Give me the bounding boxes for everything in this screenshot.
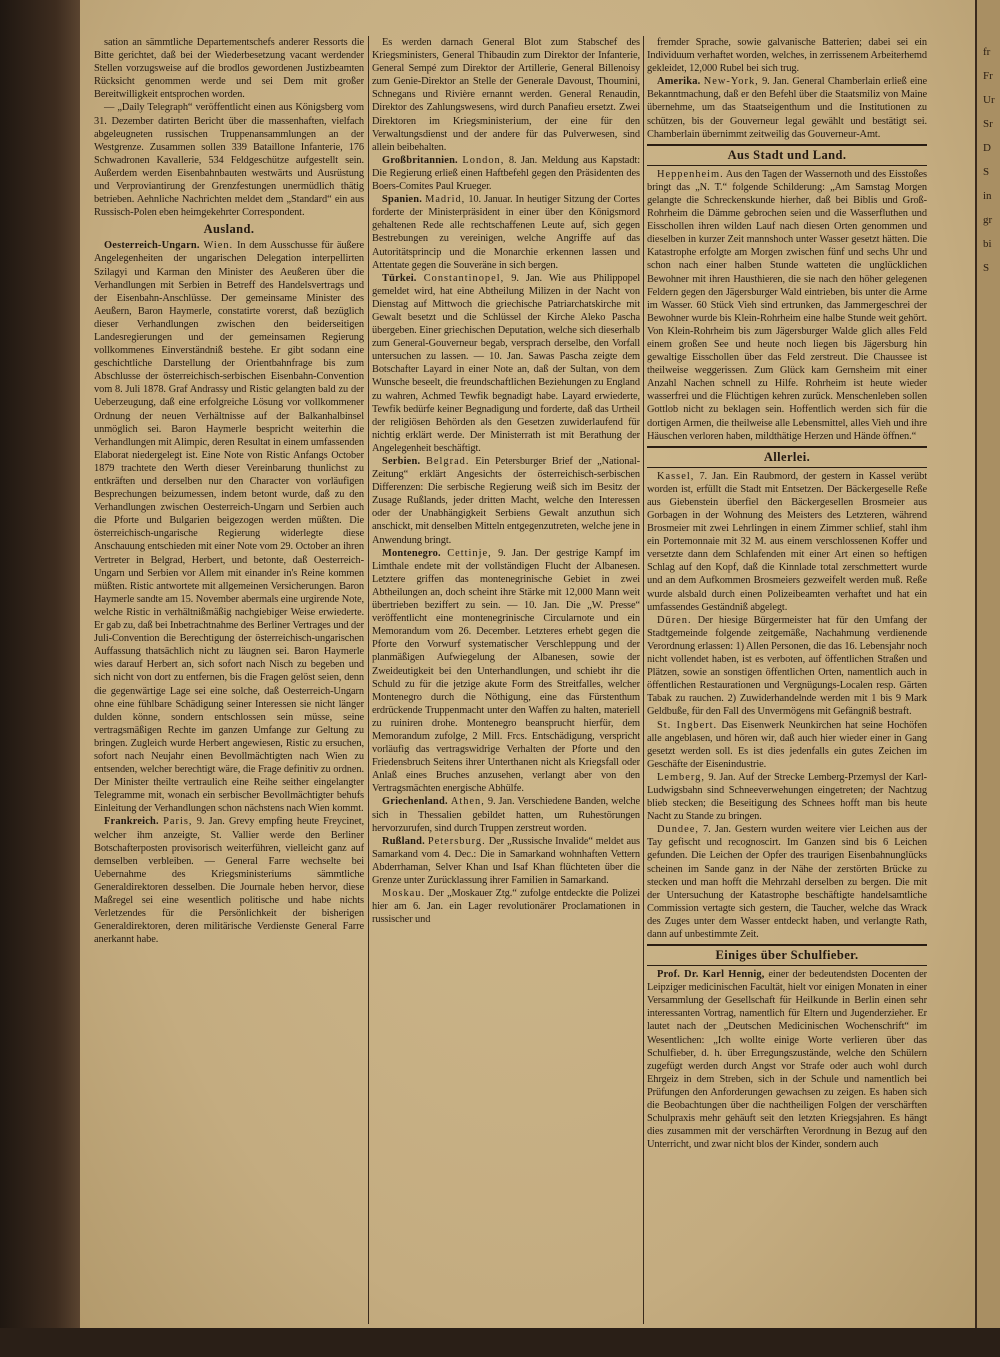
article-text: — „Daily Telegraph“ veröffentlicht einen aus Königsberg vom 31. Dezember datirten Bericht über die massenhaften, vielfach abgeleugneten russischen Truppenansammlungen an der Westgrenze. Zusammen sollen 339 Bataillone Infanterie, 176 Schwadronen Kavallerie, 534 Feldgeschütze aufgestellt sein. Außerdem werden Eisenbahnbauten westwärts und Ausrüstung und Verproviantirung der Grenzfestungen unermüdlich thätig betrieben. Aehnliche Nachrichten meldet dem „Standard“ ein aus Russisch-Polen eben heimgekehrter Correspondent. bbox=[94, 102, 364, 219]
article-paragraph bbox=[372, 455, 640, 547]
article-lead: Rußland. bbox=[382, 835, 425, 847]
section-heading: Aus Stadt und Land. bbox=[647, 144, 927, 166]
dateline-place: Paris, bbox=[163, 816, 193, 828]
next-page-fragment: gr bbox=[983, 214, 993, 226]
article-text: In dem Ausschusse für äußere Angelegenheiten der ungarischen Delegation interpellirten Szilagyi und Karman den Minister des Aeußeren über die Verhandlungen mit Serbien in Betreff des Handelsvertrags und der Eisenbahn-Anschlüsse. Der gemeinsame Minister des Aeußern, Baron Haymerle, constatirte vorerst, daß bezüglich dieser Verhandlungen zwischen den beiderseitigen Landesregierungen und der gemeinsamen Regierung vollkommenes Einverständniß bestehe. Er gibt sodann eine geschichtliche Darstellung der Orientbahnfrage bis zum Abschlusse der österreichisch-serbischen Eisenbahn-Convention vom 8. Juli 1878. Graf Andrassy und Ristic gelangten bald zu der Ueberzeugung, daß eine erfolgreiche Lösung vor vollkommener Ordnung der neuen Verhältnisse auf der Balkanhalbinsel unmöglich sei. Baron Haymerle bespricht weiterhin die Verhandlungen mit Alimpic, deren Resultat in einem umfassenden Elaborat niedergelegt ist. Eine Note von Ristic Anfangs October 1879 trachtete den Werth dieser Vereinbarung thunlichst zu entkräften und derselben nur den Character von vorläufigen Besprechungen beizumessen, indem betont wurde, daß zu den Verhandlungen zwischen Oesterreich-Ungarn und Serbien auch die Pforte und Bulgarien beigezogen werden müßten. Die österreichisch-ungarische Regierung widerlegte diese Anschauung entschieden mit einer Note vom 29. October an ihren Vertreter in Belgrad, Herbert, und betonte, daß Oesterreich-Ungarn und Serbien vor Allem mit einander in's Reine kommen müßten. Ristic antwortete mit allgemeinen Versicherungen. Baron Haymerle sandte am 15. November abermals eine urgirende Note, welche Ristic in verhältnißmäßig nachgiebiger Weise erwiederte. Er gab zu, daß bei Inbetrachtnahme des Berliner Vertrages und der Juli-Convention die Berechtigung der österreichisch-ungarischen Auffassung thatsächlich nicht zu läugnen sei. Baron Haymerle wies darauf Herbert an, sich sofort nach Nisch zu begeben und sich nicht von dort zu entfernen, bis die Fragen gelöst seien, denn die gegenwärtige Lage sei eine solche, daß Oesterreich-Ungarn ohne eine fühlbare Schädigung seiner Interessen sie nicht länger dulden könne, sondern entschlossen sein müsse, seine vertragsmäßigen Rechte im ganzen Umfange zur Geltung zu bringen. Zugleich wurde Herbert angewiesen, Ristic zu ersuchen, sofort nach Neujahr einen Bevollmächtigten nach Wien zu entsenden, welcher berechtigt wäre, die Frage definitiv zu ordnen. Der Minister theilte vertraulich eine Reihe seither eingelangter Telegramme mit, wonach ein serbischer Bevollmächtigter behufs Einleitung der Verhandlungen schon nächstens nach Wien kommt. bbox=[94, 240, 364, 815]
article-paragraph bbox=[647, 823, 927, 941]
article-paragraph bbox=[647, 968, 927, 1151]
article-paragraph bbox=[647, 719, 927, 771]
article-paragraph bbox=[647, 771, 927, 823]
column-rule bbox=[643, 36, 644, 1324]
article-text: 9. Jan. Grevy empfing heute Freycinet, welcher ihm anzeigte, St. Vallier werde den Berliner Botschafterposten provisorisch weiterführen, vielleicht ganz auf demselben verbleiben. — General Farre wechselte bei Uebernahme des Kriegsministeriums sämmtliche Generaldirektoren desselben. Die Journale heben hervor, diese Maßregel sei eine wesentlich politische und habe nichts Verletzendes für die Persönlichkeit der bisherigen Generaldirektoren, deren militärische Verdienste General Farre anerkannt habe. bbox=[94, 816, 365, 946]
article-text: 9. Jan. Der gestrige Kampf im Limthale endete mit der vollständigen Flucht der Albanesen. Letztere griffen das montenegrinische Gebiet in zwei Abtheilungen an, doch scheint ihre Stärke mit 12,000 Mann weit übertrieben beziffert zu sein. — 10. Jan. Die „W. Presse“ veröffentlicht eine montenegrinische Circularnote und ein Memorandum vom 26. December. Letzteres erhebt gegen die Pforte den Vorwurf systematischer Verschleppung und der planmäßigen Aufwiegelung der Albanesen, sowie der Zweideutigkeit bei den Unterhandlungen, und schiebt ihr die Schuld zu für die jetzige akute Form des Streitfalles, welcher Montenegro durch die Nöthigung, eine das Fürstenthum erdrückende Truppenmacht unter den Waffen zu halten, materiell zu ruiniren drohe. Montenegro beansprucht hierfür, dem Memorandum zufolge, 2 Mill. Frcs. Entschädigung, verspricht vorläufig das vertragswidrige Verhalten der Pforte und den Friedensbruch Seitens ihrer Unterthanen nicht als Kriegsfall oder Anlaß eines Bruches anzusehen, verlangt aber von den Vertragsmächten energische Abhülfe. bbox=[372, 547, 640, 795]
article-lead: Griechenland. bbox=[382, 796, 448, 808]
article-lead: Großbritannien. bbox=[382, 154, 458, 166]
article-paragraph bbox=[372, 547, 640, 796]
article-lead: Montenegro. bbox=[382, 547, 441, 559]
article-lead: Frankreich. bbox=[104, 816, 159, 828]
article-lead: Prof. Dr. Karl Hennig, bbox=[657, 969, 765, 981]
article-lead: Spanien. bbox=[382, 194, 423, 206]
dateline-place: Moskau. bbox=[382, 888, 426, 900]
section-heading: Einiges über Schulfieber. bbox=[647, 944, 927, 966]
next-page-fragment: Sr bbox=[983, 118, 993, 130]
article-paragraph bbox=[94, 239, 364, 815]
article-text: 9. Jan. Verschiedene Banden, welche sich in Thessalien gebildet hatten, um Ruhestörungen hervorzurufen, sind durch Truppen zerstreut worden. bbox=[372, 796, 640, 834]
dateline-place: Wien. bbox=[203, 240, 234, 252]
article-lead: Amerika. bbox=[657, 76, 701, 88]
article-text: fremder Sprache, sowie galvanische Batterien; dabei sei ein Individuum verhaftet worden, welches, in zerrissenem Arbeiterhemd gekleidet, 12,000 Rubel bei sich trug. bbox=[647, 37, 927, 75]
dateline-place: Lemberg, bbox=[657, 771, 705, 783]
dateline-place: Madrid, bbox=[425, 194, 466, 206]
article-text: Das Eisenwerk Neunkirchen hat seine Hochöfen alle angeblasen, und hören wir, daß auch hier wieder einer in Gang gesetzt werden soll. Es ist dies jedenfalls ein gutes Zeichen im Geschäfte der Eisenindustrie. bbox=[647, 719, 928, 770]
article-text: Der „Russische Invalide“ meldet aus Samarkand vom 4. Dec.: Die in Samarkand wohnhaften Vettern Abderrhaman, Selver Khan und Isaf Khan flüchteten über die Grenze unter Zurücklassung ihrer Familien in Samarkand. bbox=[372, 835, 640, 886]
next-page-fragment: S bbox=[983, 166, 990, 178]
article-paragraph bbox=[372, 272, 640, 455]
dateline-place: St. Ingbert. bbox=[657, 719, 718, 731]
article-text: Aus den Tagen der Wassernoth und des Eisstoßes bringt das „N. T.“ folgende Schilderung: „Am Samstag Morgen gelangte die Schreckenskunde hierher, daß bei Biblis und Groß-Rohrheim die Dämme gebrochen seien und die Wasserfluthen und Eisschollen ihren wilden Lauf nach diesen Orten genommen und dieselben in kurzer Zeit mannshoch unter Wasser gesetzt hätten. Die Katastrophe erfolgte am Morgen zwischen fünf und sechs Uhr und schon nach einer halben Stunde watteten die unglücklichen Bewohner mit ihren Hausthieren, die sie nach den höher gelegenen Feldern gegen den Jägersburger Wald eintrieben, bis unter die Arme im Wasser. 60 Stück Vieh sind ertrunken, das Jammergeschrei der Bewohner wurde bis Klein-Rohrheim eine halbe Stunde weit gehört. Von Klein-Rohrheim bis zum Jägersburger Walde glich alles Feld einem großen See und heute noch liegen bis Jägersburg hin gewaltige Eisschollen über das Feld zerstreut. Die Chaussee ist theilweise weggerissen. Zum Glück kam Gernsheim mit einer Anzahl Nachen schnell zu Hilfe. Rohrheim ist heute wieder wasserfrei und die Flüchtigen kehren zurück. Menschenleben sollen Gottlob nicht zu beklagen sein. Hoffentlich werden sich für die dortigen Armen, die theilweise alle Lebensmittel, alles Vieh und ihre Häuschen verloren haben, mildthätige Herzen und Hände öffnen.“ bbox=[647, 168, 927, 442]
book-spine bbox=[0, 0, 80, 1357]
article-lead: Oesterreich-Ungarn. bbox=[104, 240, 200, 252]
dateline-place: Düren. bbox=[657, 614, 692, 626]
article-text: 9. Jan. Auf der Strecke Lemberg-Przemysl der Karl-Ludwigsbahn sind Schneeverwehungen eingetreten; der Nachtzug blieb stecken; die Beseitigung des Schnees hofft man bis heute Nacht zu Stande zu bringen. bbox=[647, 771, 927, 823]
article-text: Der hiesige Bürgermeister hat für den Umfang der Stadtgemeinde folgende zeitgemäße, Nachahmung verdienende Verordnung erlassen: 1) Allen Personen, die das 16. Lebensjahr noch nicht vollendet haben, ist es verboten, auf öffentlichen Straßen und Plätzen, sowie an sonstigen öffentlichen Orten, namentlich auch in öffentlichen Restaurationen und Vergnügungs-Localen resp. Gärten Tabak zu rauchen. 2) Zuwiderhandelnde werden mit 1 bis 9 Mark Geldbuße, für den Fall des Unvermögens mit Gefängniß bestraft. bbox=[647, 614, 927, 718]
column-3 bbox=[647, 36, 927, 1151]
next-page-fragment: bi bbox=[983, 238, 992, 250]
article-text: 9. Jan. Wie aus Philippopel gemeldet wird, hat eine Abtheilung Milizen in der Nacht von Dienstag auf Mittwoch die griechische Patriarchatskirche mit Gewalt besetzt und die Schlüssel der Kirche Aleko Pascha übergeben. Einer griechischen Deputation, welche sich dieserhalb zum General-Gouverneur begab, versprach derselbe, den Vorfall untersuchen zu lassen. — 10. Jan. Sawas Pascha zeigte dem Botschafter Layard in einer Note an, daß der Sultan, von dem Wunsche beseelt, die freundschaftlichen Beziehungen zu England zu wahren, Achmed Tewfik begnadigt habe. Layard erwiederte, Tewfik bedürfe keiner Begnadigung und forderte, daß das Urtheil der religiösen Behörden als den Gesetzen zuwiderlaufend für nichtig erklärt werde. Der Ministerrath ist mit Berathung der Angelegenheit beschäftigt. bbox=[372, 272, 640, 454]
article-text: 9. Jan. General Chamberlain erließ eine Bekanntmachung, daß er den Befehl über die Staatsmiliz von Maine übernehme, um das Staatseigenthum und die Institutionen zu schützen, bis der Gouverneur legal gewählt und bestätigt sei. Chamberlain übernimmt zeitweilig das Gouverneur-Amt. bbox=[647, 76, 927, 140]
article-text: 10. Januar. In heutiger Sitzung der Cortes forderte der Ministerpräsident in einer über den Königsmord gehaltenen Rede alle rechtschaffenen Leute auf, sich gegen Bestrebungen zu vereinigen, welche Angriffe auf das Autoritätsprincip und die Monarchie erkennen lassen und Attentate gegen die Souveräne in sich bergen. bbox=[372, 194, 641, 271]
column-2 bbox=[372, 36, 640, 926]
article-text: 7. Jan. Gestern wurden weitere vier Leichen aus der Tay gefischt und recognoscirt. Im Ganzen sind bis 6 Leichen gefunden. Die Leichen der Opfer des traurigen Eisenbahnunglücks scheinen im Sande ganz in der Nähe der zerstörten Brücke zu stecken und man hofft die Mehrzahl derselben zu bergen. Die mit der Untersuchung der Katastrophe beschäftigte handelsamtliche Commission vertagte sich gestern, die Taucher, welche das Wrack des Zuges unter dem Wasser entdeckt haben, und verlangte Rath, dann auf unbestimmte Zeit. bbox=[647, 824, 927, 940]
dateline-place: Petersburg. bbox=[427, 835, 486, 847]
dateline-place: Kassel, bbox=[657, 470, 695, 482]
article-paragraph bbox=[372, 36, 640, 154]
article-text: Der „Moskauer Ztg.“ zufolge entdeckte die Polizei hier am 6. Jan. ein Lager revolutionärer Proclamationen in russischer und bbox=[372, 888, 640, 926]
article-lead: Serbien. bbox=[382, 456, 421, 467]
next-page-edge bbox=[975, 0, 1000, 1330]
article-text: 8. Jan. Meldung aus Kapstadt: Die Regierung erließ einen Haftbefehl gegen den Präsidenten des Boers-Comites Paul Krueger. bbox=[372, 154, 640, 193]
next-page-fragment: S bbox=[983, 262, 990, 274]
next-page-fragment: Ur bbox=[983, 94, 995, 106]
article-paragraph bbox=[94, 815, 364, 946]
article-text: sation an sämmtliche Departementschefs anderer Ressorts die Bitte gerichtet, daß bei der Wiederbesetzung vacant werdender Stellen vorzugsweise auf die brodlos gewordenen Justizbeamten Rücksicht genommen werde und sei Dem mit großer Bereitwilligkeit entsprochen worden. bbox=[94, 37, 364, 101]
next-page-fragment: fr bbox=[983, 46, 991, 58]
article-paragraph bbox=[647, 168, 927, 443]
scan-bottom-edge bbox=[0, 1328, 1000, 1357]
article-text: 7. Jan. Ein Raubmord, der gestern in Kassel verübt worden ist, erfüllt die Stadt mit Entsetzen. Der Bäckergeselle Reße aus Giebenstein überfiel den Bäckergesellen Brosmeier aus Gorbagen in der Wohnung des Meisters des Letzteren, während Brosmeier mit zwei Lehrlingen in einem Zimmer schlief, stahl ihm ein Portemonnaie mit 32 M. aus einem verschlossenen Koffer und versetzte dann dem Schlafenden mit einer Art einen so heftigen Schlag auf den Kopf, daß die Kinnlade total zerschmettert wurde und an dem Aufkommen Brosmeiers gezweifelt werden muß. Reße wurde alsbald durch einen Polizeibeamten verhaftet und hat ein umfassendes Geständniß abgelegt. bbox=[647, 470, 927, 613]
article-paragraph bbox=[94, 36, 364, 101]
dateline-place: Dundee, bbox=[657, 824, 699, 836]
article-text: einer der bedeutendsten Docenten der Leipziger medicinischen Facultät, hielt vor einigen Monaten in einer Versammlung der Gesellschaft für Heilkunde in Berlin einen sehr interessanten Vortrag, namentlich für Eltern und Jugenderzieher. Er lautet nach der „Deutschen Medicinischen Wochenschrift“ im Wesentlichen: „Ich wollte einige Worte verlieren über das Schulfieber, d. h. über Erregungszustände, welche den Schülern zugefügt werden durch Angst vor Strafe oder auch wohl durch Ehrgeiz in dem Streben, sich in der Schule und namentlich bei Prüfungen den Anforderungen gewachsen zu zeigen. Es haben sich die Beobachtungen über die nachtheiligen Folgen der verschärften Schulpraxis mehr gehäuft seit den letzten Kriegsjahren. Es hängt dies zusammen mit der verschärften Verordnung in Bezug auf den Unterricht, und zwar nicht blos der Kinder, sondern auch bbox=[647, 969, 927, 1151]
article-paragraph bbox=[372, 154, 640, 193]
next-page-fragment: in bbox=[983, 190, 992, 202]
article-paragraph bbox=[647, 614, 927, 719]
article-paragraph bbox=[372, 887, 640, 926]
next-page-fragment: D bbox=[983, 142, 991, 154]
section-heading: Ausland. bbox=[203, 222, 255, 237]
dateline-place: Belgrad. bbox=[425, 456, 470, 467]
dateline-place: London, bbox=[462, 154, 505, 166]
dateline-place: Athen, bbox=[450, 796, 485, 808]
article-paragraph bbox=[94, 101, 364, 219]
article-paragraph bbox=[647, 470, 927, 614]
article-text: Es werden darnach General Blot zum Stabschef des Kriegsministers, General Thibaudin zum Direktor der Infanterie, General Sempé zum Direktor der Artillerie, General Billenoisy zum Genie-Direktor an Stelle der Generale Davoust, Thoumini, Schnegans und Rivière ernannt werden. General Renaudin, Direktor des Zahlungswesens, wird durch Panafieu ersetzt. Zwei Direktoren im Kriegsministerium, der eine für den Verwaltungsdienst und der andere für das Pulverwesen, sind allein beibehalten. bbox=[372, 37, 640, 153]
column-rule bbox=[368, 36, 369, 1324]
article-paragraph bbox=[372, 193, 640, 272]
article-paragraph bbox=[647, 36, 927, 75]
column-1 bbox=[94, 36, 364, 946]
article-paragraph bbox=[372, 795, 640, 834]
section-heading: Allerlei. bbox=[647, 446, 927, 468]
article-text: Ein Petersburger Brief der „National-Zeitung“ erklärt Angesichts der österreichisch-serbischen Differenzen: Die serbische Regierung weiß sich im Besitz der Zusage Rußlands, jeder dritten Macht, welche den Interessen oder der Unabhängigkeit Serbiens Gewalt anzuthun sich anschickt, mit denselben Mitteln entgegenzutreten, welche jene in Anwendung bringt. bbox=[372, 456, 640, 546]
dateline-place: Cettinje, bbox=[447, 547, 492, 559]
dateline-place: Constantinopel, bbox=[423, 272, 505, 284]
article-lead: Türkei. bbox=[382, 272, 417, 284]
article-paragraph bbox=[647, 75, 927, 140]
article-paragraph bbox=[372, 835, 640, 887]
dateline-place: New-York, bbox=[703, 76, 759, 88]
dateline-place: Heppenheim. bbox=[657, 168, 724, 180]
next-page-fragment: Fr bbox=[983, 70, 993, 82]
